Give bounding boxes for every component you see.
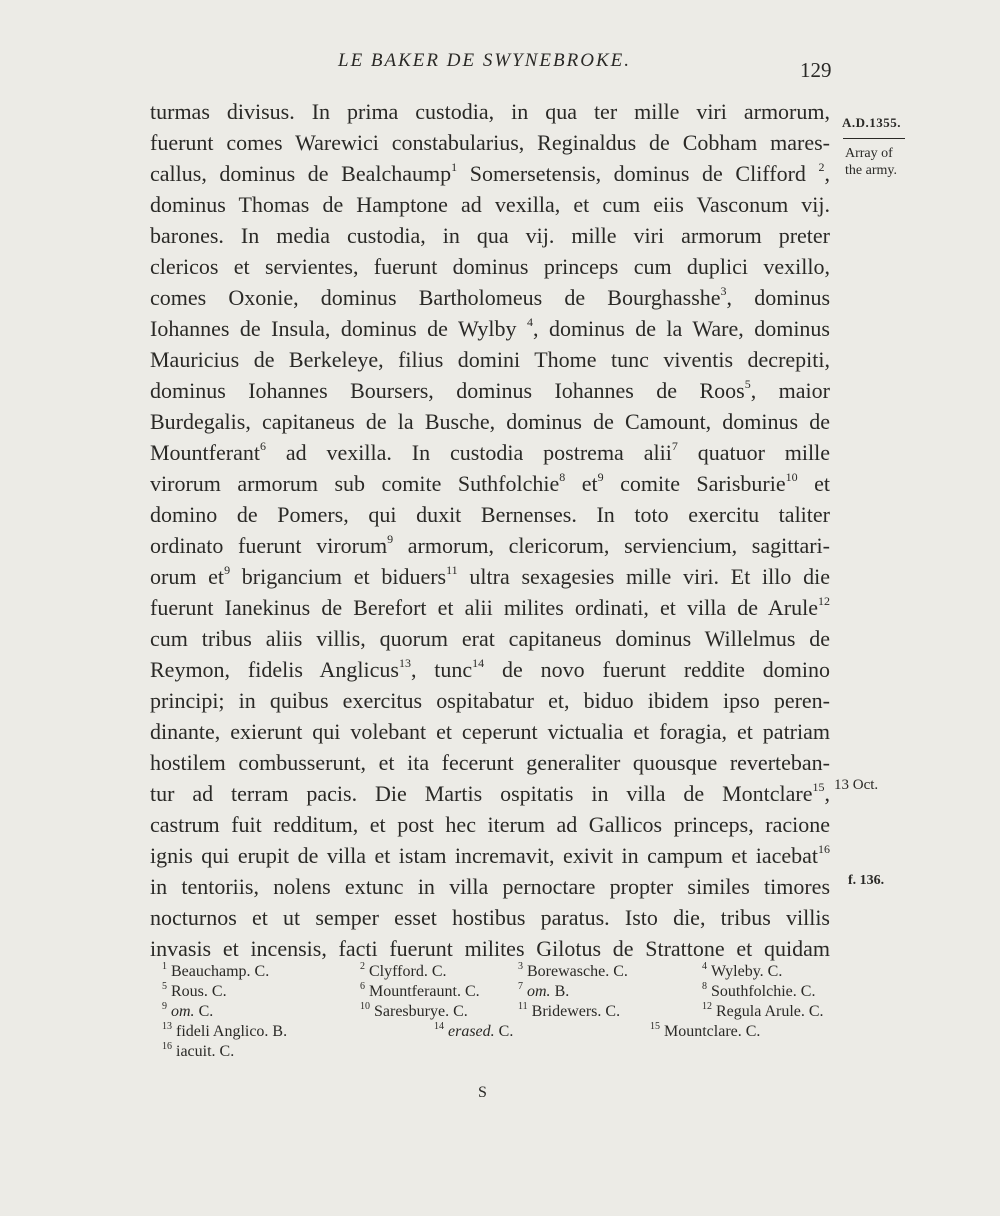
text-segment: quatuor mille xyxy=(677,440,831,465)
footnote-number: 9 xyxy=(162,1000,167,1012)
text-line xyxy=(150,809,830,840)
footnote-text: B. xyxy=(550,983,570,1000)
footnote-text: Rous. C. xyxy=(171,983,227,1000)
footnote-number: 10 xyxy=(360,1000,370,1012)
footnote-ref: 15 xyxy=(812,779,825,794)
text-segment: turmas divisus. In prima custodia, in qua ter mille viri armorum, xyxy=(150,99,830,124)
text-segment: barones. In media custodia, in qua vij. mille viri armorum preter xyxy=(150,223,830,248)
text-segment: cum tribus aliis villis, quorum erat capitaneus dominus Willelmus de xyxy=(150,626,830,651)
footnote-ref: 8 xyxy=(559,469,566,484)
footnote-ref: 6 xyxy=(259,438,266,453)
footnote-ref: 11 xyxy=(446,562,458,577)
text-segment: callus, dominus de Bealchaump xyxy=(150,161,452,186)
text-segment: brigancium et biduers xyxy=(230,564,447,589)
footnote-italic-text: erased. xyxy=(448,1023,495,1040)
text-line xyxy=(150,220,830,251)
text-line xyxy=(150,530,830,561)
footnote-number: 3 xyxy=(518,960,523,972)
footnote-number: 2 xyxy=(360,960,365,972)
footnote-number: 5 xyxy=(162,980,167,992)
footnote-ref: 12 xyxy=(818,593,830,608)
footnote-number: 12 xyxy=(702,1000,712,1012)
footnote-text: iacuit. C. xyxy=(176,1043,235,1060)
footnotes-block xyxy=(162,962,822,1062)
footnote-ref: 2 xyxy=(818,159,825,174)
footnote-text: Mountclare. C. xyxy=(664,1023,761,1040)
text-line xyxy=(150,468,830,499)
text-segment: principi; in quibus exercitus ospitabatur et, biduo ibidem ipso peren- xyxy=(150,688,830,713)
footnote-ref: 14 xyxy=(472,655,485,670)
footnote-row xyxy=(162,1042,822,1062)
text-line xyxy=(150,158,830,189)
text-segment: , maior xyxy=(750,378,830,403)
signature-mark: S xyxy=(478,1084,487,1101)
text-line xyxy=(150,933,830,964)
text-segment: hostilem combusserunt, et ita fecerunt generaliter quousque reverteban- xyxy=(150,750,830,775)
footnote-number: 14 xyxy=(434,1020,444,1032)
text-segment: ultra sexagesies mille viri. Et illo die xyxy=(457,564,831,589)
footnote-ref: 7 xyxy=(671,438,678,453)
footnote-number: 16 xyxy=(162,1040,172,1052)
text-line xyxy=(150,127,830,158)
footnote-text: fideli Anglico. B. xyxy=(176,1023,288,1040)
footnote-text: Southfolchie. C. xyxy=(711,983,816,1000)
text-line xyxy=(150,251,830,282)
footnote-ref: 3 xyxy=(720,283,727,298)
footnote xyxy=(162,962,269,982)
text-line xyxy=(150,313,830,344)
footnote-text: Saresburye. C. xyxy=(374,1003,468,1020)
text-line xyxy=(150,189,830,220)
text-line xyxy=(150,344,830,375)
text-segment: Burdegalis, capitaneus de la Busche, dominus de Camount, dominus de xyxy=(150,409,830,434)
footnote-number: 11 xyxy=(518,1000,528,1012)
text-segment: castrum fuit redditum, et post hec iterum ad Gallicos princeps, racione xyxy=(150,812,830,837)
footnote-number: 8 xyxy=(702,980,707,992)
text-segment: dominus Thomas de Hamptone ad vexilla, et cum eiis Vasconum vij. xyxy=(150,192,830,217)
text-line xyxy=(150,499,830,530)
text-segment: virorum armorum sub comite Suthfolchie xyxy=(150,471,560,496)
text-segment: , dominus xyxy=(726,285,830,310)
text-line xyxy=(150,654,830,685)
text-segment: in tentoriis, nolens extunc in villa pernoctare propter similes timores xyxy=(150,874,830,899)
text-segment: Iohannes de Insula, dominus de Wylby xyxy=(150,316,527,341)
footnote xyxy=(360,982,480,1002)
text-segment: Reymon, fidelis Anglicus xyxy=(150,657,399,682)
text-segment: armorum, clericorum, serviencium, sagittari- xyxy=(393,533,830,558)
text-segment: orum et xyxy=(150,564,225,589)
text-line xyxy=(150,375,830,406)
footnote-text: Wyleby. C. xyxy=(711,963,783,980)
footnote-number: 7 xyxy=(518,980,523,992)
footnote-row xyxy=(162,1022,822,1042)
text-segment: Somersetensis, dominus de Clifford xyxy=(457,161,819,186)
text-segment: dinante, exierunt qui volebant et ceperunt victualia et foragia, et patriam xyxy=(150,719,830,744)
text-segment: et xyxy=(797,471,830,496)
footnote-ref: 5 xyxy=(744,376,751,391)
footnote-ref: 9 xyxy=(387,531,394,546)
text-line xyxy=(150,747,830,778)
text-line xyxy=(150,840,830,871)
footnote xyxy=(518,982,569,1002)
text-segment: Mauricius de Berkeleye, filius domini Thome tunc viventis decrepiti, xyxy=(150,347,830,372)
footnote xyxy=(360,962,446,982)
footnote xyxy=(518,962,628,982)
footnote-ref: 13 xyxy=(398,655,411,670)
text-segment: et xyxy=(565,471,598,496)
text-line xyxy=(150,282,830,313)
margin-note-array-line1: Array of xyxy=(845,146,893,161)
main-text-block xyxy=(150,96,830,964)
text-line xyxy=(150,561,830,592)
running-title: LE BAKER DE SWYNEBROKE. xyxy=(338,50,631,71)
footnote xyxy=(518,1002,620,1022)
footnote-text: Bridewers. C. xyxy=(531,1003,621,1020)
footnote-number: 6 xyxy=(360,980,365,992)
footnote xyxy=(360,1002,468,1022)
footnote-number: 4 xyxy=(702,960,707,972)
text-line xyxy=(150,437,830,468)
text-line xyxy=(150,716,830,747)
footnote-ref: 10 xyxy=(785,469,798,484)
footnote-row xyxy=(162,982,822,1002)
text-line xyxy=(150,592,830,623)
footnote-ref: 9 xyxy=(597,469,604,484)
footnote-ref: 4 xyxy=(526,314,533,329)
footnote-ref: 16 xyxy=(818,841,830,856)
footnote-text: Beauchamp. C. xyxy=(171,963,270,980)
text-line xyxy=(150,96,830,127)
page-number: 129 xyxy=(800,58,832,82)
text-line xyxy=(150,902,830,933)
text-segment: de novo fuerunt reddite domino xyxy=(484,657,830,682)
footnote xyxy=(650,1022,760,1042)
footnote-number: 15 xyxy=(650,1020,660,1032)
footnote-row xyxy=(162,1002,822,1022)
footnote-text: C. xyxy=(494,1023,514,1040)
footnote xyxy=(162,982,227,1002)
text-segment: domino de Pomers, qui duxit Bernenses. In toto exercitu taliter xyxy=(150,502,830,527)
text-segment: ordinato fuerunt virorum xyxy=(150,533,388,558)
footnote-text: Mountferaunt. C. xyxy=(369,983,480,1000)
footnote xyxy=(434,1022,513,1042)
text-segment: comite Sarisburie xyxy=(603,471,786,496)
text-segment: , dominus de la Ware, dominus xyxy=(532,316,830,341)
footnote xyxy=(702,962,782,982)
footnote-ref: 9 xyxy=(224,562,231,577)
text-segment: , xyxy=(824,161,830,186)
text-line xyxy=(150,685,830,716)
margin-folio-reference: f. 136. xyxy=(848,873,885,888)
footnote-italic-text: om. xyxy=(527,983,551,1000)
text-segment: fuerunt comes Warewici constabularius, Reginaldus de Cobham mares- xyxy=(150,130,830,155)
text-line xyxy=(150,871,830,902)
text-segment: tur ad terram pacis. Die Martis ospitatis in villa de Montclare xyxy=(150,781,813,806)
footnote xyxy=(162,1042,234,1062)
text-line xyxy=(150,406,830,437)
text-segment: invasis et incensis, facti fuerunt milites Gilotus de Strattone et quidam xyxy=(150,936,830,961)
footnote-row xyxy=(162,962,822,982)
footnote-italic-text: om. xyxy=(171,1003,195,1020)
footnote-number: 13 xyxy=(162,1020,172,1032)
footnote xyxy=(702,1002,824,1022)
margin-note-date: 13 Oct. xyxy=(834,777,879,793)
text-segment: ignis qui erupit de villa et istam incremavit, exivit in campum et iacebat xyxy=(150,843,818,868)
text-segment: nocturnos et ut semper esset hostibus paratus. Isto die, tribus villis xyxy=(150,905,830,930)
footnote-text: Borewasche. C. xyxy=(527,963,628,980)
footnote xyxy=(702,982,815,1002)
footnote-text: C. xyxy=(194,1003,214,1020)
footnote-text: Clyfford. C. xyxy=(369,963,447,980)
text-segment: dominus Iohannes Boursers, dominus Iohannes de Roos xyxy=(150,378,745,403)
text-line xyxy=(150,623,830,654)
text-segment: clericos et servientes, fuerunt dominus princeps cum duplici vexillo, xyxy=(150,254,830,279)
footnote-number: 1 xyxy=(162,960,167,972)
margin-note-array-line2: the army. xyxy=(845,163,897,178)
footnote xyxy=(162,1002,213,1022)
margin-rule xyxy=(843,138,905,139)
footnote-text: Regula Arule. C. xyxy=(716,1003,824,1020)
margin-note-array xyxy=(845,145,897,179)
text-line xyxy=(150,778,830,809)
text-segment: comes Oxonie, dominus Bartholomeus de Bourghasshe xyxy=(150,285,721,310)
footnote xyxy=(162,1022,287,1042)
footnote-ref: 1 xyxy=(451,159,458,174)
text-segment: Mountferant xyxy=(150,440,260,465)
text-segment: , xyxy=(824,781,830,806)
text-segment: ad vexilla. In custodia postrema alii xyxy=(265,440,672,465)
margin-date-year: A.D.1355. xyxy=(842,115,902,130)
text-segment: , tunc xyxy=(410,657,473,682)
text-segment: fuerunt Ianekinus de Berefort et alii milites ordinati, et villa de Arule xyxy=(150,595,818,620)
